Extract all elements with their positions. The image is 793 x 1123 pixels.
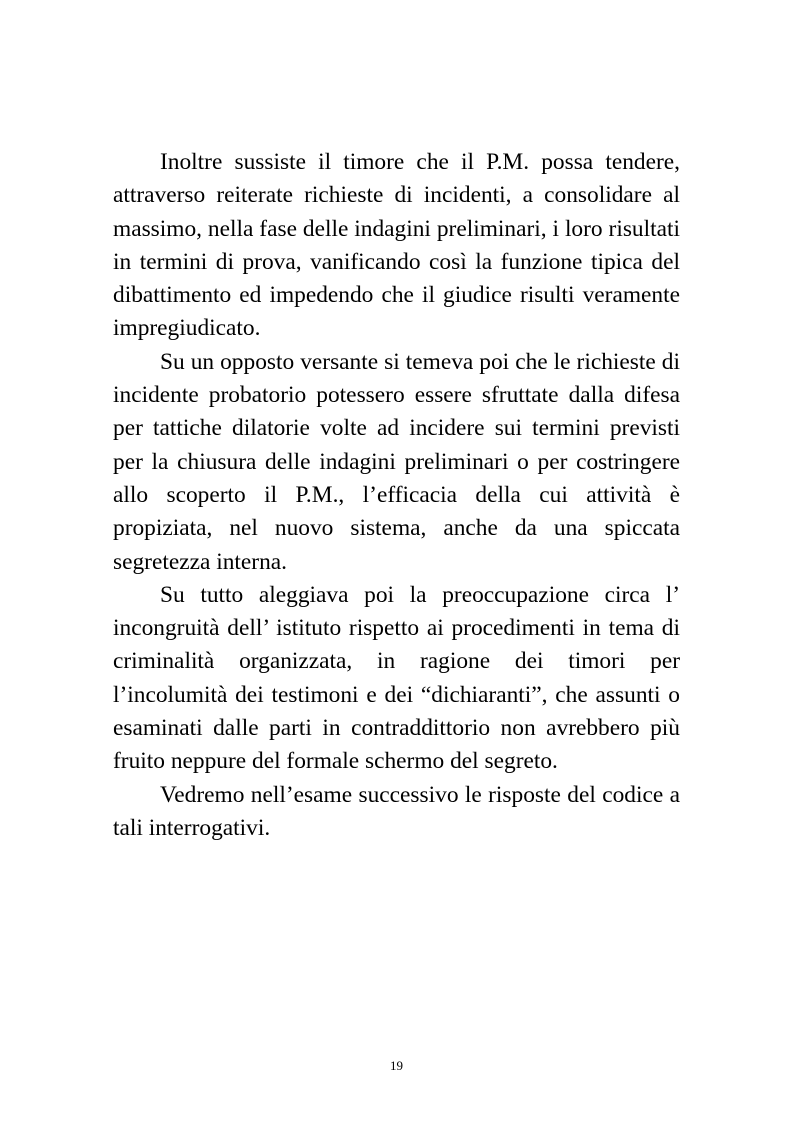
page-number: 19 — [390, 1058, 403, 1073]
paragraph-4: Vedremo nell’esame successivo le risposte del codice a tali interrogativi. — [113, 781, 680, 841]
paragraph-2: Su un opposto versante si temeva poi che le richieste di incidente probatorio potessero essere sfruttate dalla difesa per tattiche dilatorie volte ad incidere sui termini previsti per la chiusura delle indagini preliminari o per costringere allo scoperto il P.M., l’efficacia della cui attività è propiziata, nel nuovo sistema, anche da una spiccata segretezza interna. — [113, 348, 680, 575]
document-body — [113, 146, 680, 845]
paragraph-1: Inoltre sussiste il timore che il P.M. possa tendere, attraverso reiterate richieste di incidenti, a consolidare al massimo, nella fase delle indagini preliminari, i loro risultati in termini di prova, vanificando così la funzione tipica del dibattimento ed impedendo che il giudice risulti veramente impregiudicato. — [113, 149, 680, 342]
paragraph-3: Su tutto aleggiava poi la preoccupazione circa l’ incongruità dell’ istituto rispetto ai procedimenti in tema di criminalità organizzata, in ragione dei timori per l’incolumità dei testimoni e dei “dichiaranti”, che assunti o esaminati dalle parti in contraddittorio non avrebbero più fruito neppure del formale schermo del segreto. — [113, 581, 680, 775]
